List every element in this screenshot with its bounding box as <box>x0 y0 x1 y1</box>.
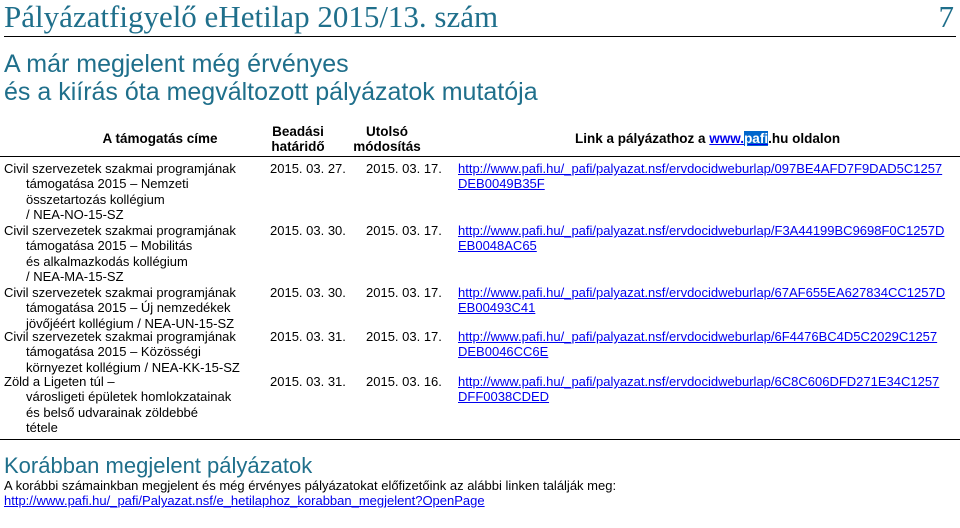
modified-date: 2015. 03. 17. <box>366 161 442 176</box>
page-number: 7 <box>938 0 954 34</box>
modified-date: 2015. 03. 17. <box>366 223 442 238</box>
footer-divider <box>0 439 960 440</box>
deadline-date: 2015. 03. 31. <box>270 374 346 389</box>
tender-link-cell <box>458 161 958 192</box>
tender-link-line1: http://www.pafi.hu/_pafi/palyazat.nsf/ervdocidweburlap/67AF655EA627834CC1257D <box>458 285 946 300</box>
tender-title-line: támogatása 2015 – Mobilitás <box>26 238 193 254</box>
tender-title-line: támogatása 2015 – Közösségi <box>26 344 201 360</box>
pafi-site-link-highlight: pafi <box>744 131 769 146</box>
tender-title <box>4 285 254 331</box>
tender-link-line1: http://www.pafi.hu/_pafi/palyazat.nsf/ervdocidweburlap/6C8C606DFD271E34C1257 <box>458 374 940 389</box>
section-title-line1: A már megjelent még érvényes <box>4 50 349 78</box>
tender-link[interactable] <box>458 285 958 316</box>
section-title <box>4 50 538 106</box>
tender-title <box>4 223 254 284</box>
tender-link-cell <box>458 223 958 254</box>
tender-title-line: és belső udvarainak zöldebbé <box>26 404 199 420</box>
tender-link-line2: DEB0049B35F <box>458 176 545 192</box>
page-header <box>4 0 956 37</box>
modified-date: 2015. 03. 17. <box>366 329 442 344</box>
previous-issues-link[interactable]: http://www.pafi.hu/_pafi/Palyazat.nsf/e_hetilaphoz_korabban_megjelent?OpenPage <box>4 493 485 508</box>
tender-title-line: tétele <box>26 419 58 435</box>
tender-link-line2: DFF0038CDED <box>458 389 550 405</box>
tender-link-cell <box>458 374 958 405</box>
tender-link[interactable] <box>458 329 958 360</box>
tender-title-line: támogatása 2015 – Nemzeti <box>26 176 189 192</box>
tender-link[interactable] <box>458 223 958 254</box>
tender-title-line: / NEA-NO-15-SZ <box>26 206 124 222</box>
tender-link-line2: DEB0046CC6E <box>458 344 549 360</box>
deadline-date: 2015. 03. 30. <box>270 285 346 300</box>
pafi-site-link[interactable] <box>709 131 768 146</box>
column-header-modified: Utolsó módosítás <box>353 124 421 154</box>
pafi-site-link-post: .hu <box>768 131 789 146</box>
tender-link-cell <box>458 285 958 316</box>
deadline-date: 2015. 03. 30. <box>270 223 346 238</box>
modified-date: 2015. 03. 16. <box>366 374 442 389</box>
tender-title-line: összetartozás kollégium <box>26 191 165 207</box>
column-header-deadline: Beadási határidő <box>271 124 325 154</box>
tender-title-line: Civil szervezetek szakmai programjának <box>4 329 236 344</box>
tender-title <box>4 329 254 375</box>
tender-link-cell <box>458 329 958 360</box>
tender-title-line: támogatása 2015 – Új nemzedékek <box>26 300 231 316</box>
header-divider <box>0 156 960 157</box>
modified-date: 2015. 03. 17. <box>366 285 442 300</box>
tender-link[interactable] <box>458 374 958 405</box>
newsletter-title: Pályázatfigyelő eHetilap 2015/13. szám <box>4 0 499 34</box>
footer-link-wrapper <box>4 493 485 508</box>
tender-link[interactable] <box>458 161 958 192</box>
tender-title-line: Civil szervezetek szakmai programjának <box>4 285 236 300</box>
tender-link-line2: EB0048AC65 <box>458 238 537 254</box>
tender-link-line1: http://www.pafi.hu/_pafi/palyazat.nsf/ervdocidweburlap/6F4476BC4D5C2029C1257 <box>458 329 938 344</box>
footer-title: Korábban megjelent pályázatok <box>4 453 313 478</box>
pafi-site-link-pre: www. <box>709 131 745 146</box>
section-title-line2: és a kiírás óta megváltozott pályázatok mutatója <box>4 78 538 106</box>
tender-title-line: városligeti épületek homlokzatainak <box>26 389 232 405</box>
deadline-date: 2015. 03. 31. <box>270 329 346 344</box>
column-header-link <box>575 131 840 146</box>
column-header-link-prefix: Link a pályázathoz a <box>575 131 710 146</box>
tender-title-line: és alkalmazkodás kollégium <box>26 253 188 269</box>
tender-title-line: / NEA-MA-15-SZ <box>26 268 124 284</box>
tender-link-line1: http://www.pafi.hu/_pafi/palyazat.nsf/ervdocidweburlap/097BE4AFD7F9DAD5C1257 <box>458 161 943 176</box>
footer-text: A korábbi számainkban megjelent és még érvényes pályázatokat előfizetőink az alábbi linken találják meg: <box>4 478 617 493</box>
column-header-link-suffix: oldalon <box>788 131 841 146</box>
tender-title-line: jövőjéért kollégium / NEA-UN-15-SZ <box>26 315 235 331</box>
tender-title-line: Civil szervezetek szakmai programjának <box>4 161 236 176</box>
tender-link-line1: http://www.pafi.hu/_pafi/palyazat.nsf/ervdocidweburlap/F3A44199BC9698F0C1257D <box>458 223 945 238</box>
tender-title-line: Civil szervezetek szakmai programjának <box>4 223 236 238</box>
tender-title-line: Zöld a Ligeten túl – <box>4 374 115 389</box>
tender-title <box>4 161 254 222</box>
column-header-title: A támogatás címe <box>102 131 218 146</box>
tender-title <box>4 374 254 435</box>
deadline-date: 2015. 03. 27. <box>270 161 346 176</box>
tender-title-line: környezet kollégium / NEA-KK-15-SZ <box>26 359 240 375</box>
tender-link-line2: EB00493C41 <box>458 300 536 316</box>
